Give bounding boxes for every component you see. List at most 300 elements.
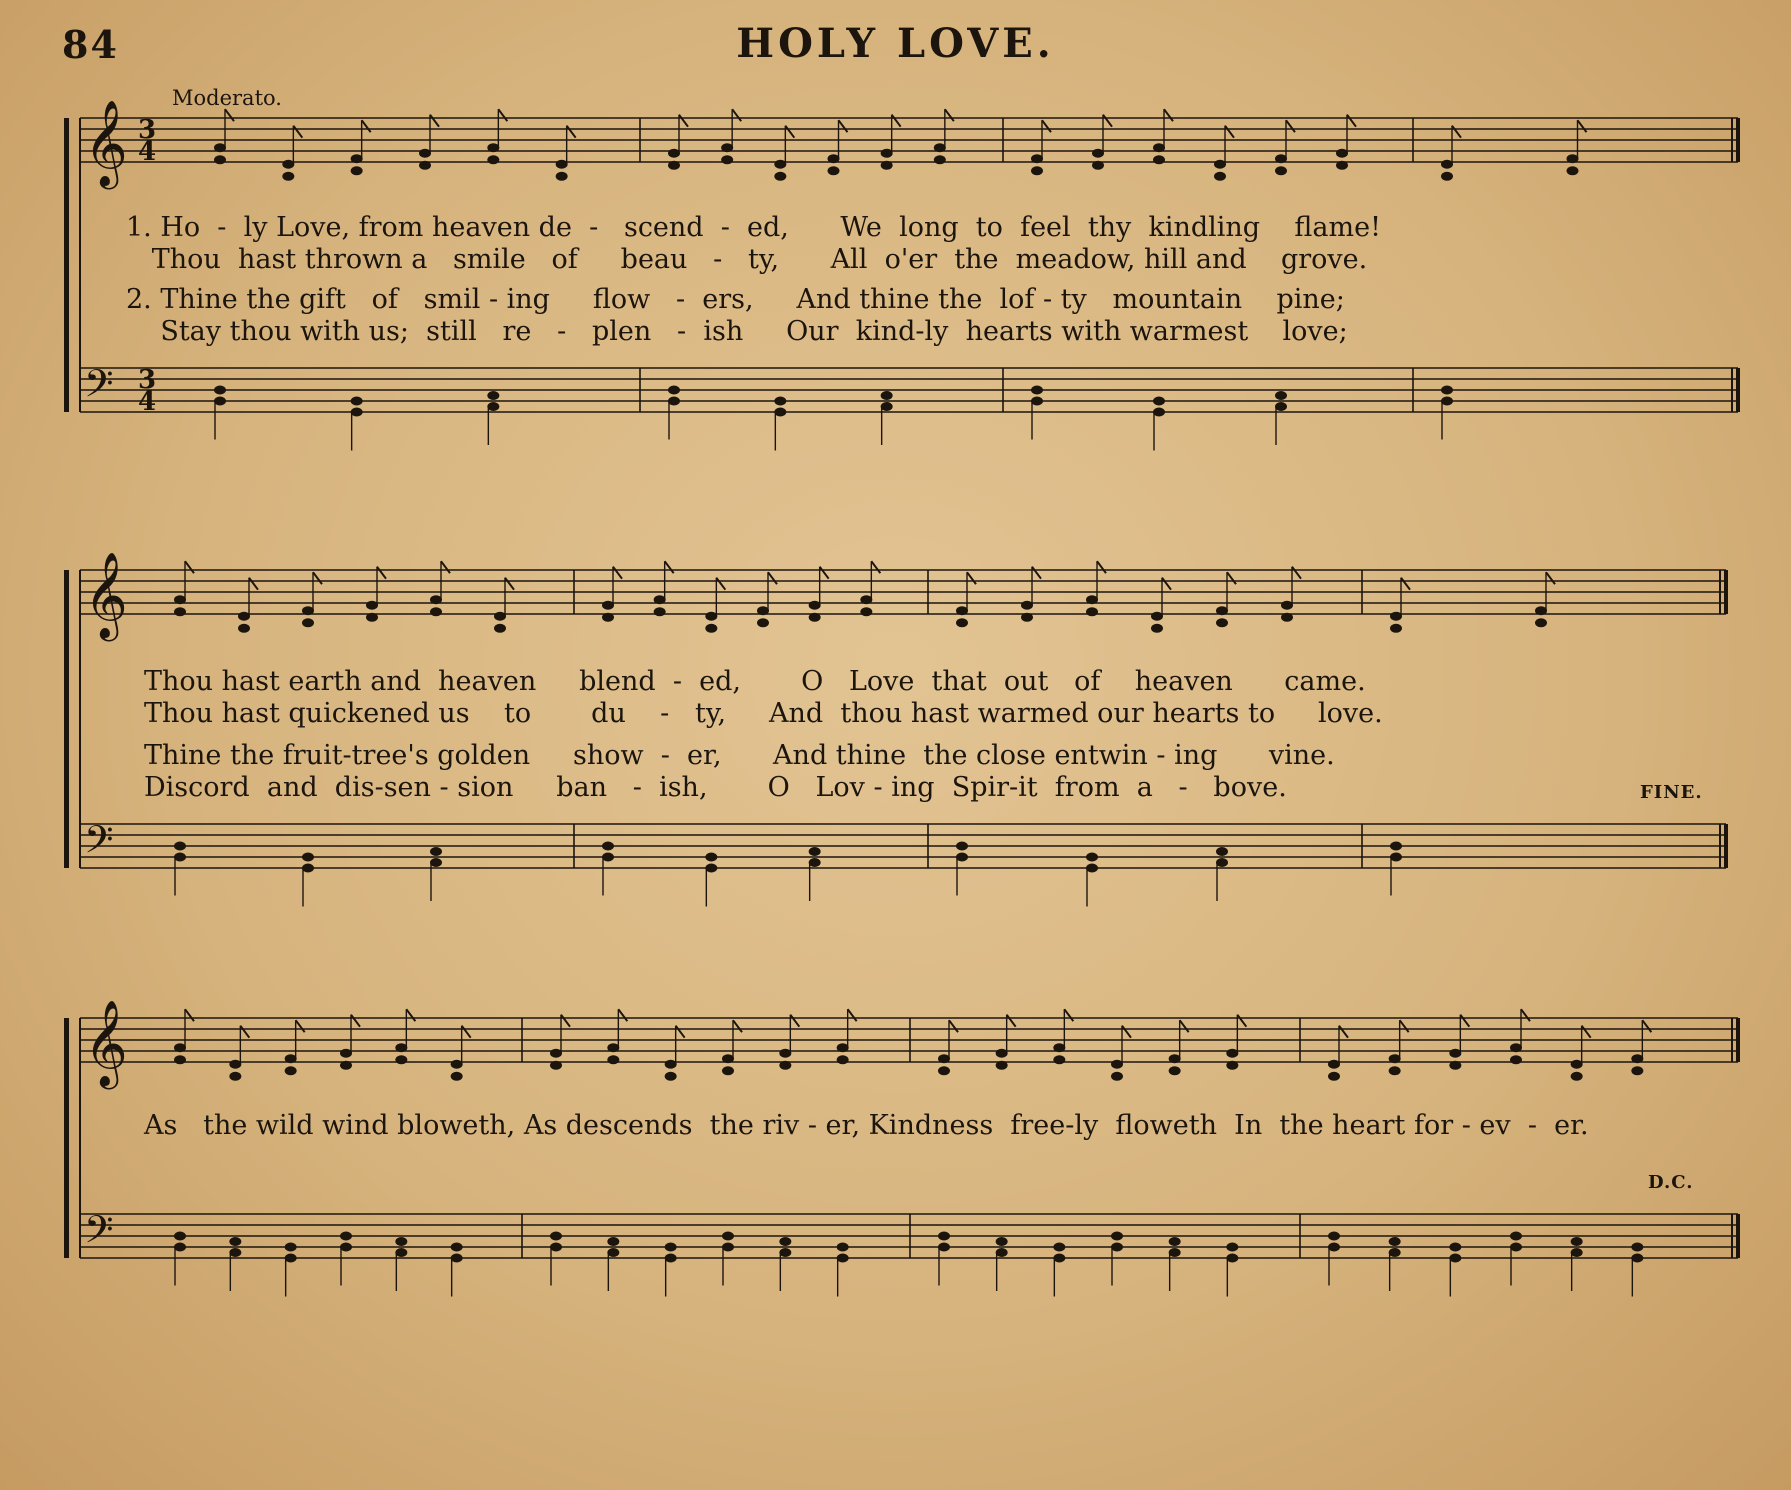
note-head	[174, 1243, 186, 1252]
note-flag	[1237, 1015, 1246, 1027]
note-flag	[1339, 1026, 1348, 1038]
note-flag	[1400, 1020, 1409, 1032]
note-head	[1111, 1232, 1123, 1241]
note-flag	[790, 1015, 799, 1027]
note-head	[1214, 172, 1226, 181]
note-head	[602, 842, 614, 851]
note-head	[1031, 166, 1043, 175]
note-head	[430, 858, 442, 867]
note-head	[494, 612, 506, 621]
note-head	[668, 397, 680, 406]
note-head	[351, 154, 363, 163]
note-head	[607, 1248, 619, 1257]
note-flag	[1642, 1020, 1651, 1032]
note-head	[1449, 1061, 1461, 1070]
note-head	[1275, 391, 1287, 400]
note-flag	[567, 126, 576, 138]
note-head	[705, 612, 717, 621]
note-flag	[1097, 561, 1106, 573]
note-head	[430, 847, 442, 856]
note-flag	[1578, 120, 1587, 132]
note-head	[302, 606, 314, 615]
note-head	[809, 613, 821, 622]
note-flag	[1032, 567, 1041, 579]
note-head	[550, 1232, 562, 1241]
note-head	[934, 155, 946, 164]
note-head	[1389, 1054, 1401, 1063]
note-flag	[768, 572, 777, 584]
note-head	[1031, 397, 1043, 406]
note-head	[1336, 161, 1348, 170]
note-head	[722, 1066, 734, 1075]
note-head	[395, 1055, 407, 1064]
note-head	[282, 160, 294, 169]
note-head	[1275, 402, 1287, 411]
note-flag	[441, 561, 450, 573]
note-flag	[1164, 109, 1173, 121]
note-flag	[1103, 115, 1112, 127]
note-flag	[1460, 1015, 1469, 1027]
note-head	[654, 595, 666, 604]
note-head	[1631, 1066, 1643, 1075]
note-head	[602, 853, 614, 862]
note-head	[668, 149, 680, 158]
note-flag	[967, 572, 976, 584]
note-head	[938, 1054, 950, 1063]
note-head	[1328, 1072, 1340, 1081]
note-head	[1441, 397, 1453, 406]
note-head	[996, 1049, 1008, 1058]
note-head	[938, 1066, 950, 1075]
note-head	[487, 143, 499, 152]
note-head	[828, 154, 840, 163]
note-head	[1153, 155, 1165, 164]
note-flag	[293, 126, 302, 138]
note-head	[1571, 1072, 1583, 1081]
note-head	[1151, 624, 1163, 633]
system-brace	[64, 1018, 69, 1258]
note-head	[556, 160, 568, 169]
note-head	[174, 853, 186, 862]
note-head	[419, 161, 431, 170]
note-head	[602, 613, 614, 622]
note-head	[214, 386, 226, 395]
note-flag	[1452, 126, 1461, 138]
note-flag	[848, 1009, 857, 1021]
note-head	[779, 1061, 791, 1070]
note-head	[1216, 858, 1228, 867]
note-head	[1275, 154, 1287, 163]
note-head	[1449, 1254, 1461, 1263]
note-head	[607, 1043, 619, 1052]
note-head	[550, 1049, 562, 1058]
note-flag	[1347, 115, 1356, 127]
note-head	[809, 601, 821, 610]
bass-clef: 𝄢	[84, 361, 114, 415]
note-head	[1631, 1243, 1643, 1252]
note-flag	[732, 109, 741, 121]
note-head	[837, 1055, 849, 1064]
note-head	[809, 847, 821, 856]
note-head	[1571, 1248, 1583, 1257]
note-flag	[1064, 1009, 1073, 1021]
note-head	[1053, 1243, 1065, 1252]
note-head	[1216, 847, 1228, 856]
note-flag	[351, 1015, 360, 1027]
note-head	[705, 624, 717, 633]
note-head	[881, 402, 893, 411]
note-flag	[313, 572, 322, 584]
note-head	[214, 397, 226, 406]
note-head	[1216, 606, 1228, 615]
note-head	[1021, 601, 1033, 610]
note-flag	[1042, 120, 1051, 132]
note-flag	[733, 1020, 742, 1032]
note-head	[1111, 1060, 1123, 1069]
note-head	[285, 1243, 297, 1252]
lyric-line: Stay thou with us; still re - plen - ish Our kind-ly hearts with warmest love;	[126, 316, 1348, 347]
note-head	[1153, 397, 1165, 406]
tempo-marking: Moderato.	[172, 86, 282, 110]
note-head	[1153, 408, 1165, 417]
note-head	[340, 1243, 352, 1252]
lyric-line: As the wild wind bloweth, As descends the riv - er, Kindness free-ly floweth In the heart for - ev - er.	[144, 1110, 1589, 1141]
note-head	[302, 853, 314, 862]
note-head	[668, 161, 680, 170]
note-head	[1226, 1243, 1238, 1252]
note-head	[1631, 1254, 1643, 1263]
note-head	[1571, 1060, 1583, 1069]
note-head	[779, 1248, 791, 1257]
treble-clef: 𝄞	[84, 1000, 128, 1086]
note-head	[1086, 864, 1098, 873]
note-head	[366, 601, 378, 610]
note-head	[1449, 1243, 1461, 1252]
note-head	[722, 1232, 734, 1241]
note-head	[351, 397, 363, 406]
note-head	[174, 595, 186, 604]
note-head	[419, 149, 431, 158]
note-flag	[505, 578, 514, 590]
lyric-line: 2. Thine the gift of smil - ing flow - ers, And thine the lof - ty mountain pine;	[126, 284, 1345, 315]
note-flag	[613, 567, 622, 579]
note-flag	[945, 109, 954, 121]
note-head	[1535, 606, 1547, 615]
note-flag	[839, 120, 848, 132]
note-head	[938, 1232, 950, 1241]
note-head	[1441, 160, 1453, 169]
hymn-title: HOLY LOVE.	[736, 20, 1055, 67]
note-head	[665, 1072, 677, 1081]
note-head	[1328, 1060, 1340, 1069]
note-head	[1053, 1043, 1065, 1052]
note-head	[214, 155, 226, 164]
note-head	[722, 1243, 734, 1252]
note-head	[881, 161, 893, 170]
note-head	[229, 1060, 241, 1069]
note-head	[1151, 612, 1163, 621]
note-head	[1510, 1055, 1522, 1064]
note-head	[1441, 386, 1453, 395]
note-head	[174, 607, 186, 616]
note-head	[1153, 143, 1165, 152]
note-head	[607, 1237, 619, 1246]
note-flag	[1227, 572, 1236, 584]
note-flag	[498, 109, 507, 121]
note-head	[351, 166, 363, 175]
note-head	[779, 1237, 791, 1246]
note-head	[451, 1254, 463, 1263]
note-head	[487, 155, 499, 164]
time-signature: 3	[138, 115, 157, 145]
note-head	[1086, 607, 1098, 616]
note-head	[1031, 154, 1043, 163]
note-head	[550, 1243, 562, 1252]
note-head	[395, 1237, 407, 1246]
note-head	[1389, 1237, 1401, 1246]
note-flag	[561, 1015, 570, 1027]
note-head	[340, 1061, 352, 1070]
note-head	[1086, 853, 1098, 862]
note-head	[1510, 1243, 1522, 1252]
note-flag	[820, 567, 829, 579]
note-flag	[1286, 120, 1295, 132]
note-head	[1226, 1049, 1238, 1058]
note-head	[956, 618, 968, 627]
note-head	[654, 607, 666, 616]
note-flag	[871, 561, 880, 573]
fine-marking: FINE.	[1640, 782, 1703, 803]
note-head	[1510, 1232, 1522, 1241]
note-head	[1571, 1237, 1583, 1246]
note-head	[487, 402, 499, 411]
lyric-line: Thou hast quickened us to du - ty, And thou hast warmed our hearts to love.	[144, 698, 1383, 729]
note-flag	[1007, 1015, 1016, 1027]
note-head	[238, 624, 250, 633]
note-head	[1389, 1066, 1401, 1075]
note-head	[451, 1072, 463, 1081]
note-head	[956, 842, 968, 851]
treble-clef: 𝄞	[84, 100, 128, 186]
note-head	[1441, 172, 1453, 181]
note-flag	[1225, 126, 1234, 138]
note-head	[340, 1232, 352, 1241]
note-head	[285, 1054, 297, 1063]
note-head	[430, 595, 442, 604]
note-flag	[665, 561, 674, 573]
note-head	[1169, 1248, 1181, 1257]
note-head	[1535, 618, 1547, 627]
note-head	[774, 160, 786, 169]
note-flag	[462, 1026, 471, 1038]
lyric-line: 1. Ho - ly Love, from heaven de - scend - ed, We long to feel thy kindling flame!	[126, 212, 1381, 243]
note-head	[229, 1248, 241, 1257]
note-head	[174, 1055, 186, 1064]
note-flag	[362, 120, 371, 132]
note-head	[430, 607, 442, 616]
note-head	[665, 1243, 677, 1252]
note-head	[451, 1060, 463, 1069]
note-head	[809, 858, 821, 867]
note-head	[705, 864, 717, 873]
note-head	[174, 1043, 186, 1052]
treble-clef: 𝄞	[84, 552, 128, 638]
note-head	[1169, 1237, 1181, 1246]
note-head	[556, 172, 568, 181]
note-head	[1216, 618, 1228, 627]
note-head	[837, 1254, 849, 1263]
note-head	[550, 1061, 562, 1070]
note-flag	[406, 1009, 415, 1021]
lyric-line: Thou hast earth and heaven blend - ed, O Love that out of heaven came.	[144, 666, 1366, 697]
note-head	[956, 853, 968, 862]
note-head	[837, 1043, 849, 1052]
note-head	[1390, 624, 1402, 633]
note-head	[174, 1232, 186, 1241]
dc-marking: D.C.	[1648, 1172, 1694, 1193]
note-head	[956, 606, 968, 615]
note-head	[828, 166, 840, 175]
time-signature: 4	[138, 137, 157, 167]
note-head	[366, 613, 378, 622]
note-head	[774, 172, 786, 181]
note-flag	[676, 1026, 685, 1038]
note-head	[774, 408, 786, 417]
time-signature: 4	[138, 387, 157, 417]
note-head	[1111, 1072, 1123, 1081]
system-brace	[64, 118, 69, 412]
note-flag	[1546, 572, 1555, 584]
note-head	[881, 391, 893, 400]
note-head	[1389, 1248, 1401, 1257]
note-head	[174, 842, 186, 851]
lyric-line: Thou hast thrown a smile of beau - ty, All o'er the meadow, hill and grove.	[126, 244, 1368, 275]
note-head	[1281, 601, 1293, 610]
note-head	[1092, 149, 1104, 158]
note-head	[214, 143, 226, 152]
note-head	[1086, 595, 1098, 604]
note-head	[451, 1243, 463, 1252]
note-head	[395, 1043, 407, 1052]
note-head	[757, 618, 769, 627]
note-head	[779, 1049, 791, 1058]
note-head	[665, 1254, 677, 1263]
note-flag	[1180, 1020, 1189, 1032]
note-head	[1390, 853, 1402, 862]
note-flag	[240, 1026, 249, 1038]
note-head	[1053, 1254, 1065, 1263]
note-head	[1567, 166, 1579, 175]
note-flag	[185, 1009, 194, 1021]
note-flag	[1292, 567, 1301, 579]
note-flag	[1122, 1026, 1131, 1038]
note-head	[1226, 1061, 1238, 1070]
note-head	[1092, 161, 1104, 170]
note-head	[996, 1248, 1008, 1257]
note-head	[282, 172, 294, 181]
note-head	[881, 149, 893, 158]
note-head	[996, 1061, 1008, 1070]
note-flag	[1521, 1009, 1530, 1021]
note-head	[602, 601, 614, 610]
bass-clef: 𝄢	[84, 817, 114, 871]
note-head	[285, 1066, 297, 1075]
note-head	[837, 1243, 849, 1252]
note-head	[229, 1237, 241, 1246]
note-head	[774, 397, 786, 406]
note-head	[395, 1248, 407, 1257]
note-head	[1390, 842, 1402, 851]
note-head	[607, 1055, 619, 1064]
note-head	[757, 606, 769, 615]
note-head	[229, 1072, 241, 1081]
note-head	[722, 1054, 734, 1063]
note-head	[494, 624, 506, 633]
note-head	[302, 864, 314, 873]
note-head	[1169, 1066, 1181, 1075]
note-head	[1631, 1054, 1643, 1063]
note-flag	[296, 1020, 305, 1032]
note-flag	[949, 1020, 958, 1032]
note-head	[1328, 1243, 1340, 1252]
note-head	[1226, 1254, 1238, 1263]
time-signature: 3	[138, 365, 157, 395]
note-flag	[185, 561, 194, 573]
note-head	[487, 391, 499, 400]
system-brace	[64, 570, 69, 868]
note-head	[1111, 1243, 1123, 1252]
note-head	[938, 1243, 950, 1252]
note-head	[721, 143, 733, 152]
page-number: 84	[62, 22, 119, 67]
note-flag	[430, 115, 439, 127]
note-head	[1031, 386, 1043, 395]
note-head	[860, 595, 872, 604]
note-head	[721, 155, 733, 164]
note-head	[1567, 154, 1579, 163]
note-head	[1053, 1055, 1065, 1064]
note-flag	[679, 115, 688, 127]
note-head	[668, 386, 680, 395]
note-head	[665, 1060, 677, 1069]
note-head	[1328, 1232, 1340, 1241]
note-flag	[377, 567, 386, 579]
note-head	[1021, 613, 1033, 622]
note-head	[285, 1254, 297, 1263]
note-flag	[785, 126, 794, 138]
bass-clef: 𝄢	[84, 1207, 114, 1261]
note-flag	[618, 1009, 627, 1021]
note-head	[1169, 1054, 1181, 1063]
note-head	[1275, 166, 1287, 175]
note-flag	[1582, 1026, 1591, 1038]
note-head	[302, 618, 314, 627]
note-head	[1449, 1049, 1461, 1058]
note-head	[1390, 612, 1402, 621]
note-head	[996, 1237, 1008, 1246]
note-head	[1336, 149, 1348, 158]
note-head	[1281, 613, 1293, 622]
note-head	[351, 408, 363, 417]
note-flag	[892, 115, 901, 127]
note-head	[705, 853, 717, 862]
note-head	[340, 1049, 352, 1058]
note-head	[238, 612, 250, 621]
note-flag	[1162, 578, 1171, 590]
note-head	[1510, 1043, 1522, 1052]
note-head	[934, 143, 946, 152]
lyric-line: Discord and dis-sen - sion ban - ish, O Lov - ing Spir-it from a - bove.	[144, 772, 1287, 803]
